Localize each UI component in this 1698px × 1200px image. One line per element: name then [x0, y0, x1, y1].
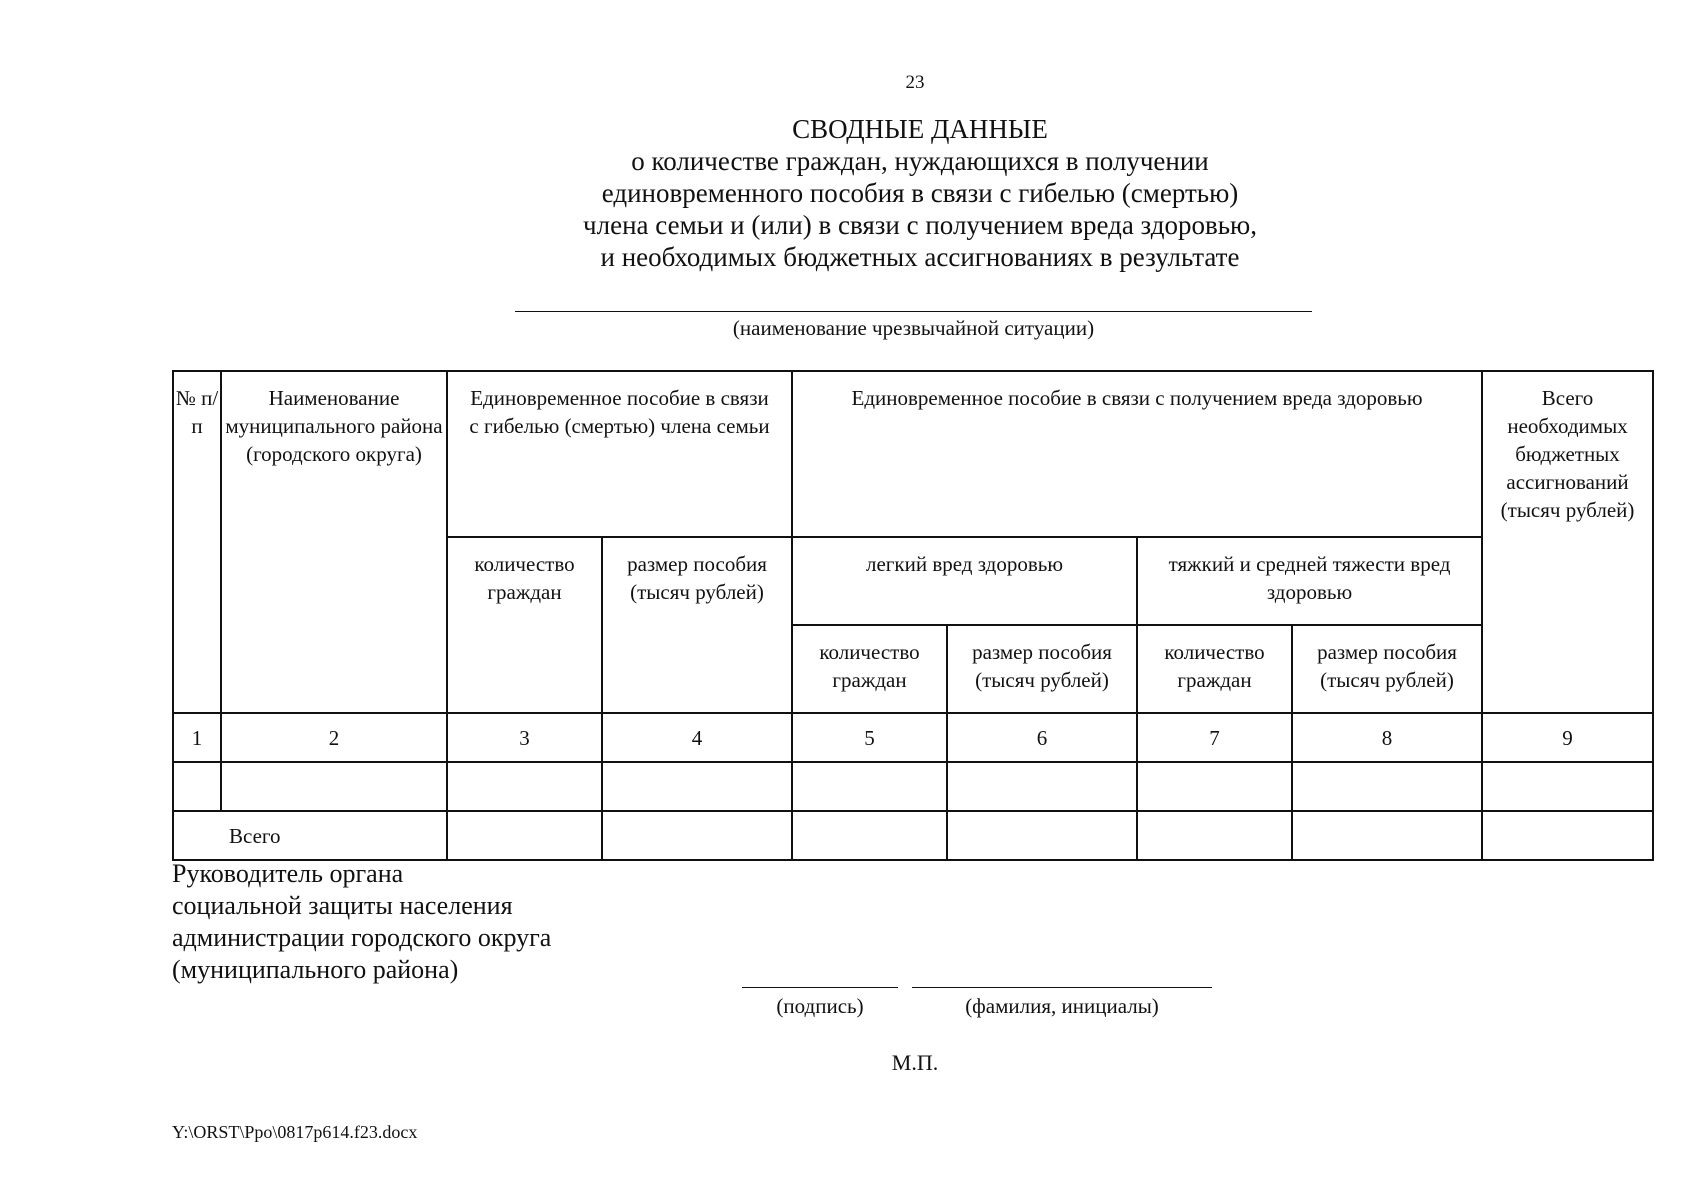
signer-line: (муниципального района) [172, 955, 459, 984]
total-cell[interactable] [602, 811, 792, 860]
total-label: Всего [173, 811, 447, 860]
signer-line: Руководитель органа [172, 859, 404, 888]
header-severe-amount-text: размер пособия (тысяч рублей) [1317, 640, 1457, 692]
data-cell[interactable] [792, 762, 947, 811]
header-total-budget: Всего необходимых бюджетных ассигнований (тысяч рублей) [1482, 371, 1653, 713]
data-cell[interactable] [602, 762, 792, 811]
name-caption: (фамилия, инициалы) [965, 994, 1159, 1018]
summary-table [172, 370, 1654, 861]
column-number: 7 [1137, 713, 1292, 762]
data-cell[interactable] [1137, 762, 1292, 811]
title-line: члена семьи и (или) в связи с получением вреда здоровью, [583, 210, 1257, 240]
total-cell[interactable] [947, 811, 1137, 860]
total-cell[interactable] [1482, 811, 1653, 860]
stamp-place: М.П. [891, 1050, 939, 1075]
signature-blank-line[interactable] [742, 987, 898, 988]
data-cell[interactable] [947, 762, 1137, 811]
header-district: Наименование муниципального района (городского округа) [221, 371, 447, 713]
column-number: 5 [792, 713, 947, 762]
column-number: 9 [1482, 713, 1653, 762]
data-cell[interactable] [1292, 762, 1482, 811]
header-death-group [447, 371, 792, 537]
header-num: № п/п [173, 371, 221, 713]
header-severe-count [1137, 625, 1292, 713]
data-cell[interactable] [173, 762, 221, 811]
data-row [173, 762, 1653, 811]
header-death-amount [602, 537, 792, 713]
column-number-row [173, 713, 1653, 762]
situation-blank-line [515, 311, 1312, 312]
signer-block [172, 858, 551, 986]
header-light-harm: легкий вред здоровью [792, 537, 1137, 625]
total-cell[interactable] [792, 811, 947, 860]
file-path: Y:\ORST\Ppo\0817p614.f23.docx [172, 1122, 418, 1142]
header-death-count [447, 537, 602, 713]
name-blank-line[interactable] [912, 987, 1212, 988]
data-cell[interactable] [1482, 762, 1653, 811]
header-light-count-text: количество граждан [819, 640, 920, 692]
header-severe-amount [1292, 625, 1482, 713]
title-heading: СВОДНЫЕ ДАННЫЕ [792, 114, 1048, 144]
header-light-amount [947, 625, 1137, 713]
page-number: 23 [905, 72, 925, 93]
total-cell[interactable] [447, 811, 602, 860]
header-death-amount-text: размер пособия (тысяч рублей) [627, 552, 767, 604]
header-health-group: Единовременное пособие в связи с получением вреда здоровью [792, 371, 1482, 537]
situation-caption: (наименование чрезвычайной ситуации) [732, 316, 1095, 340]
header-severe-harm-text: тяжкий и средней тяжести вред здоровью [1168, 552, 1451, 604]
column-number: 6 [947, 713, 1137, 762]
column-number: 2 [221, 713, 447, 762]
document-title [500, 113, 1340, 273]
total-cell[interactable] [1292, 811, 1482, 860]
title-line: и необходимых бюджетных ассигнованиях в результате [600, 242, 1240, 272]
column-number: 4 [602, 713, 792, 762]
header-light-amount-text: размер пособия (тысяч рублей) [972, 640, 1112, 692]
header-severe-count-text: количество граждан [1164, 640, 1265, 692]
header-death-count-text: количество граждан [474, 552, 575, 604]
column-number: 8 [1292, 713, 1482, 762]
column-number: 1 [173, 713, 221, 762]
column-number: 3 [447, 713, 602, 762]
header-death-group-text: Единовременное пособие в связи с гибелью (смертью) члена семьи [469, 386, 770, 438]
signature-caption: (подпись) [776, 994, 864, 1018]
signer-line: социальной защиты населения [172, 891, 513, 920]
data-cell[interactable] [447, 762, 602, 811]
title-line: единовременного пособия в связи с гибелью (смертью) [601, 178, 1239, 208]
signer-line: администрации городского округа [172, 923, 552, 952]
header-light-count [792, 625, 947, 713]
total-cell[interactable] [1137, 811, 1292, 860]
data-cell[interactable] [221, 762, 447, 811]
header-severe-harm [1137, 537, 1482, 625]
title-line: о количестве граждан, нуждающихся в получении [631, 146, 1209, 176]
total-row [173, 811, 1653, 860]
